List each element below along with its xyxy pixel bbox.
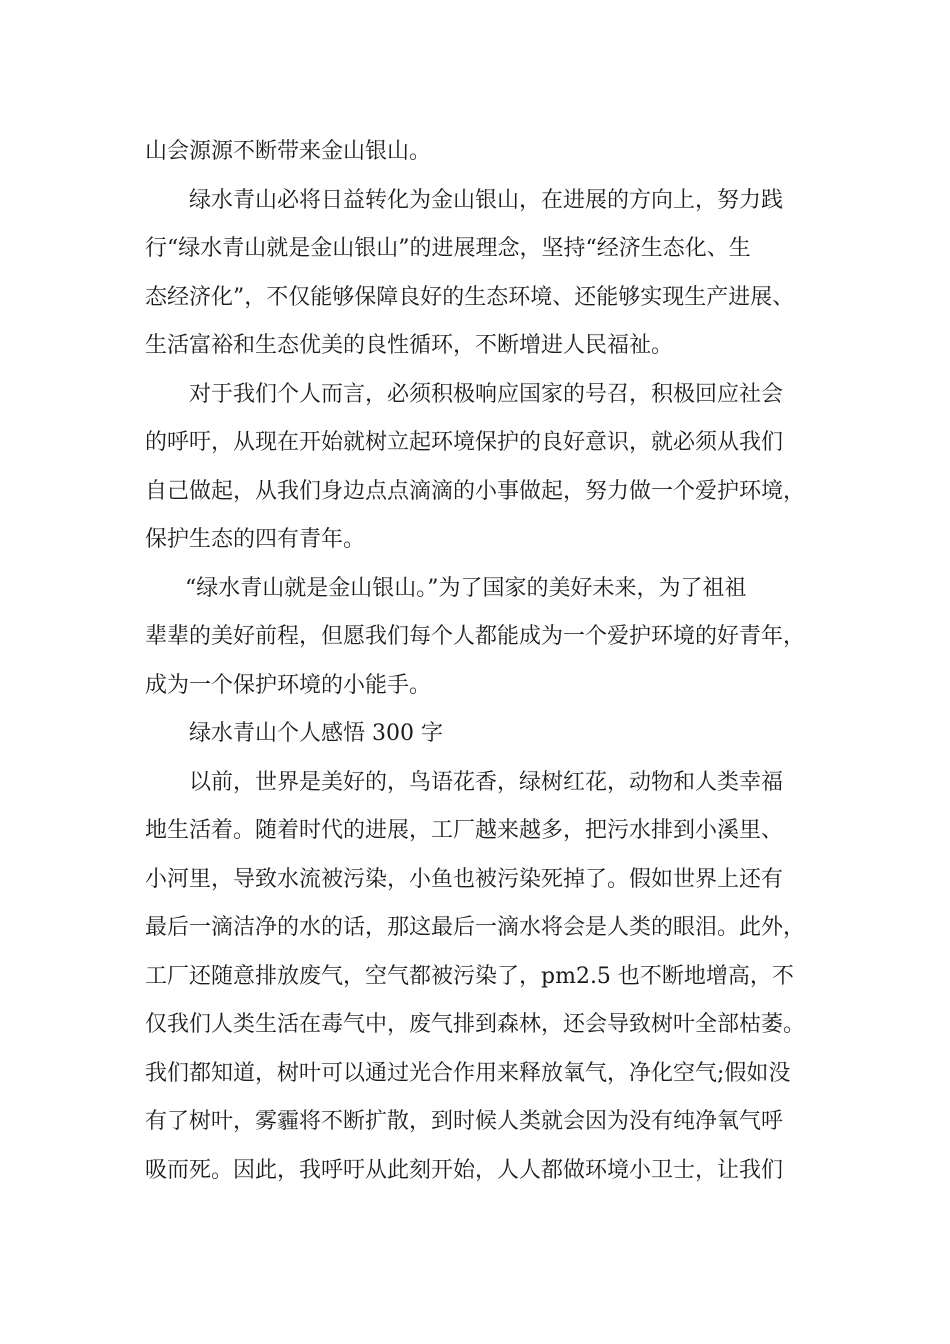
text-line: 生活富裕和生态优美的良性循环，不断增进人民福祉。 (145, 333, 674, 358)
text-line: 自己做起，从我们身边点点滴滴的小事做起，努力做一个爱护环境， (145, 478, 806, 504)
text-line: 辈辈的美好前程，但愿我们每个人都能成为一个爱护环境的好青年， (145, 624, 806, 649)
text-line: 我们都知道，树叶可以通过光合作用来释放氧气，净化空气;假如没 (145, 1060, 791, 1086)
text-line: 行“绿水青山就是金山银山”的进展理念，坚持“经济生态化、生 (145, 236, 751, 261)
text-line: 保护生态的四有青年。 (145, 527, 366, 552)
text-line: 以前，世界是美好的，鸟语花香，绿树红花，动物和人类幸福 (189, 769, 784, 795)
text-line: 的呼吁，从现在开始就树立起环境保护的良好意识，就必须从我们 (145, 430, 784, 455)
text-line: 吸而死。因此，我呼吁从此刻开始，人人都做环境小卫士，让我们 (145, 1157, 784, 1183)
text-line: 仅我们人类生活在毒气中，废气排到森林，还会导致树叶全部枯萎。 (145, 1012, 806, 1037)
text-line: 对于我们个人而言，必须积极响应国家的号召，积极回应社会 (189, 381, 784, 407)
text-line: 小河里，导致水流被污染，小鱼也被污染死掉了。假如世界上还有 (145, 866, 784, 892)
text-line: 地生活着。随着时代的进展，工厂越来越多，把污水排到小溪里、 (145, 818, 784, 843)
text-line: 态经济化”，不仅能够保障良好的生态环境、还能够实现生产进展、 (145, 284, 795, 310)
section-heading: 绿水青山个人感悟 300 字 (189, 721, 443, 746)
body-text (145, 128, 825, 1195)
text-line: 山会源源不断带来金山银山。 (145, 139, 432, 164)
text-line: 最后一滴洁净的水的话，那这最后一滴水将会是人类的眼泪。此外， (145, 915, 806, 940)
text-line: 有了树叶，雾霾将不断扩散，到时候人类就会因为没有纯净氧气呼 (145, 1109, 784, 1134)
text-line: 成为一个保护环境的小能手。 (145, 672, 432, 698)
text-line: 工厂还随意排放废气，空气都被污染了，pm2.5 也不断地增高，不 (145, 963, 794, 989)
text-line: 绿水青山必将日益转化为金山银山，在进展的方向上，努力践 (189, 187, 784, 213)
text-line: “绿水青山就是金山银山。”为了国家的美好未来，为了祖祖 (185, 575, 747, 601)
